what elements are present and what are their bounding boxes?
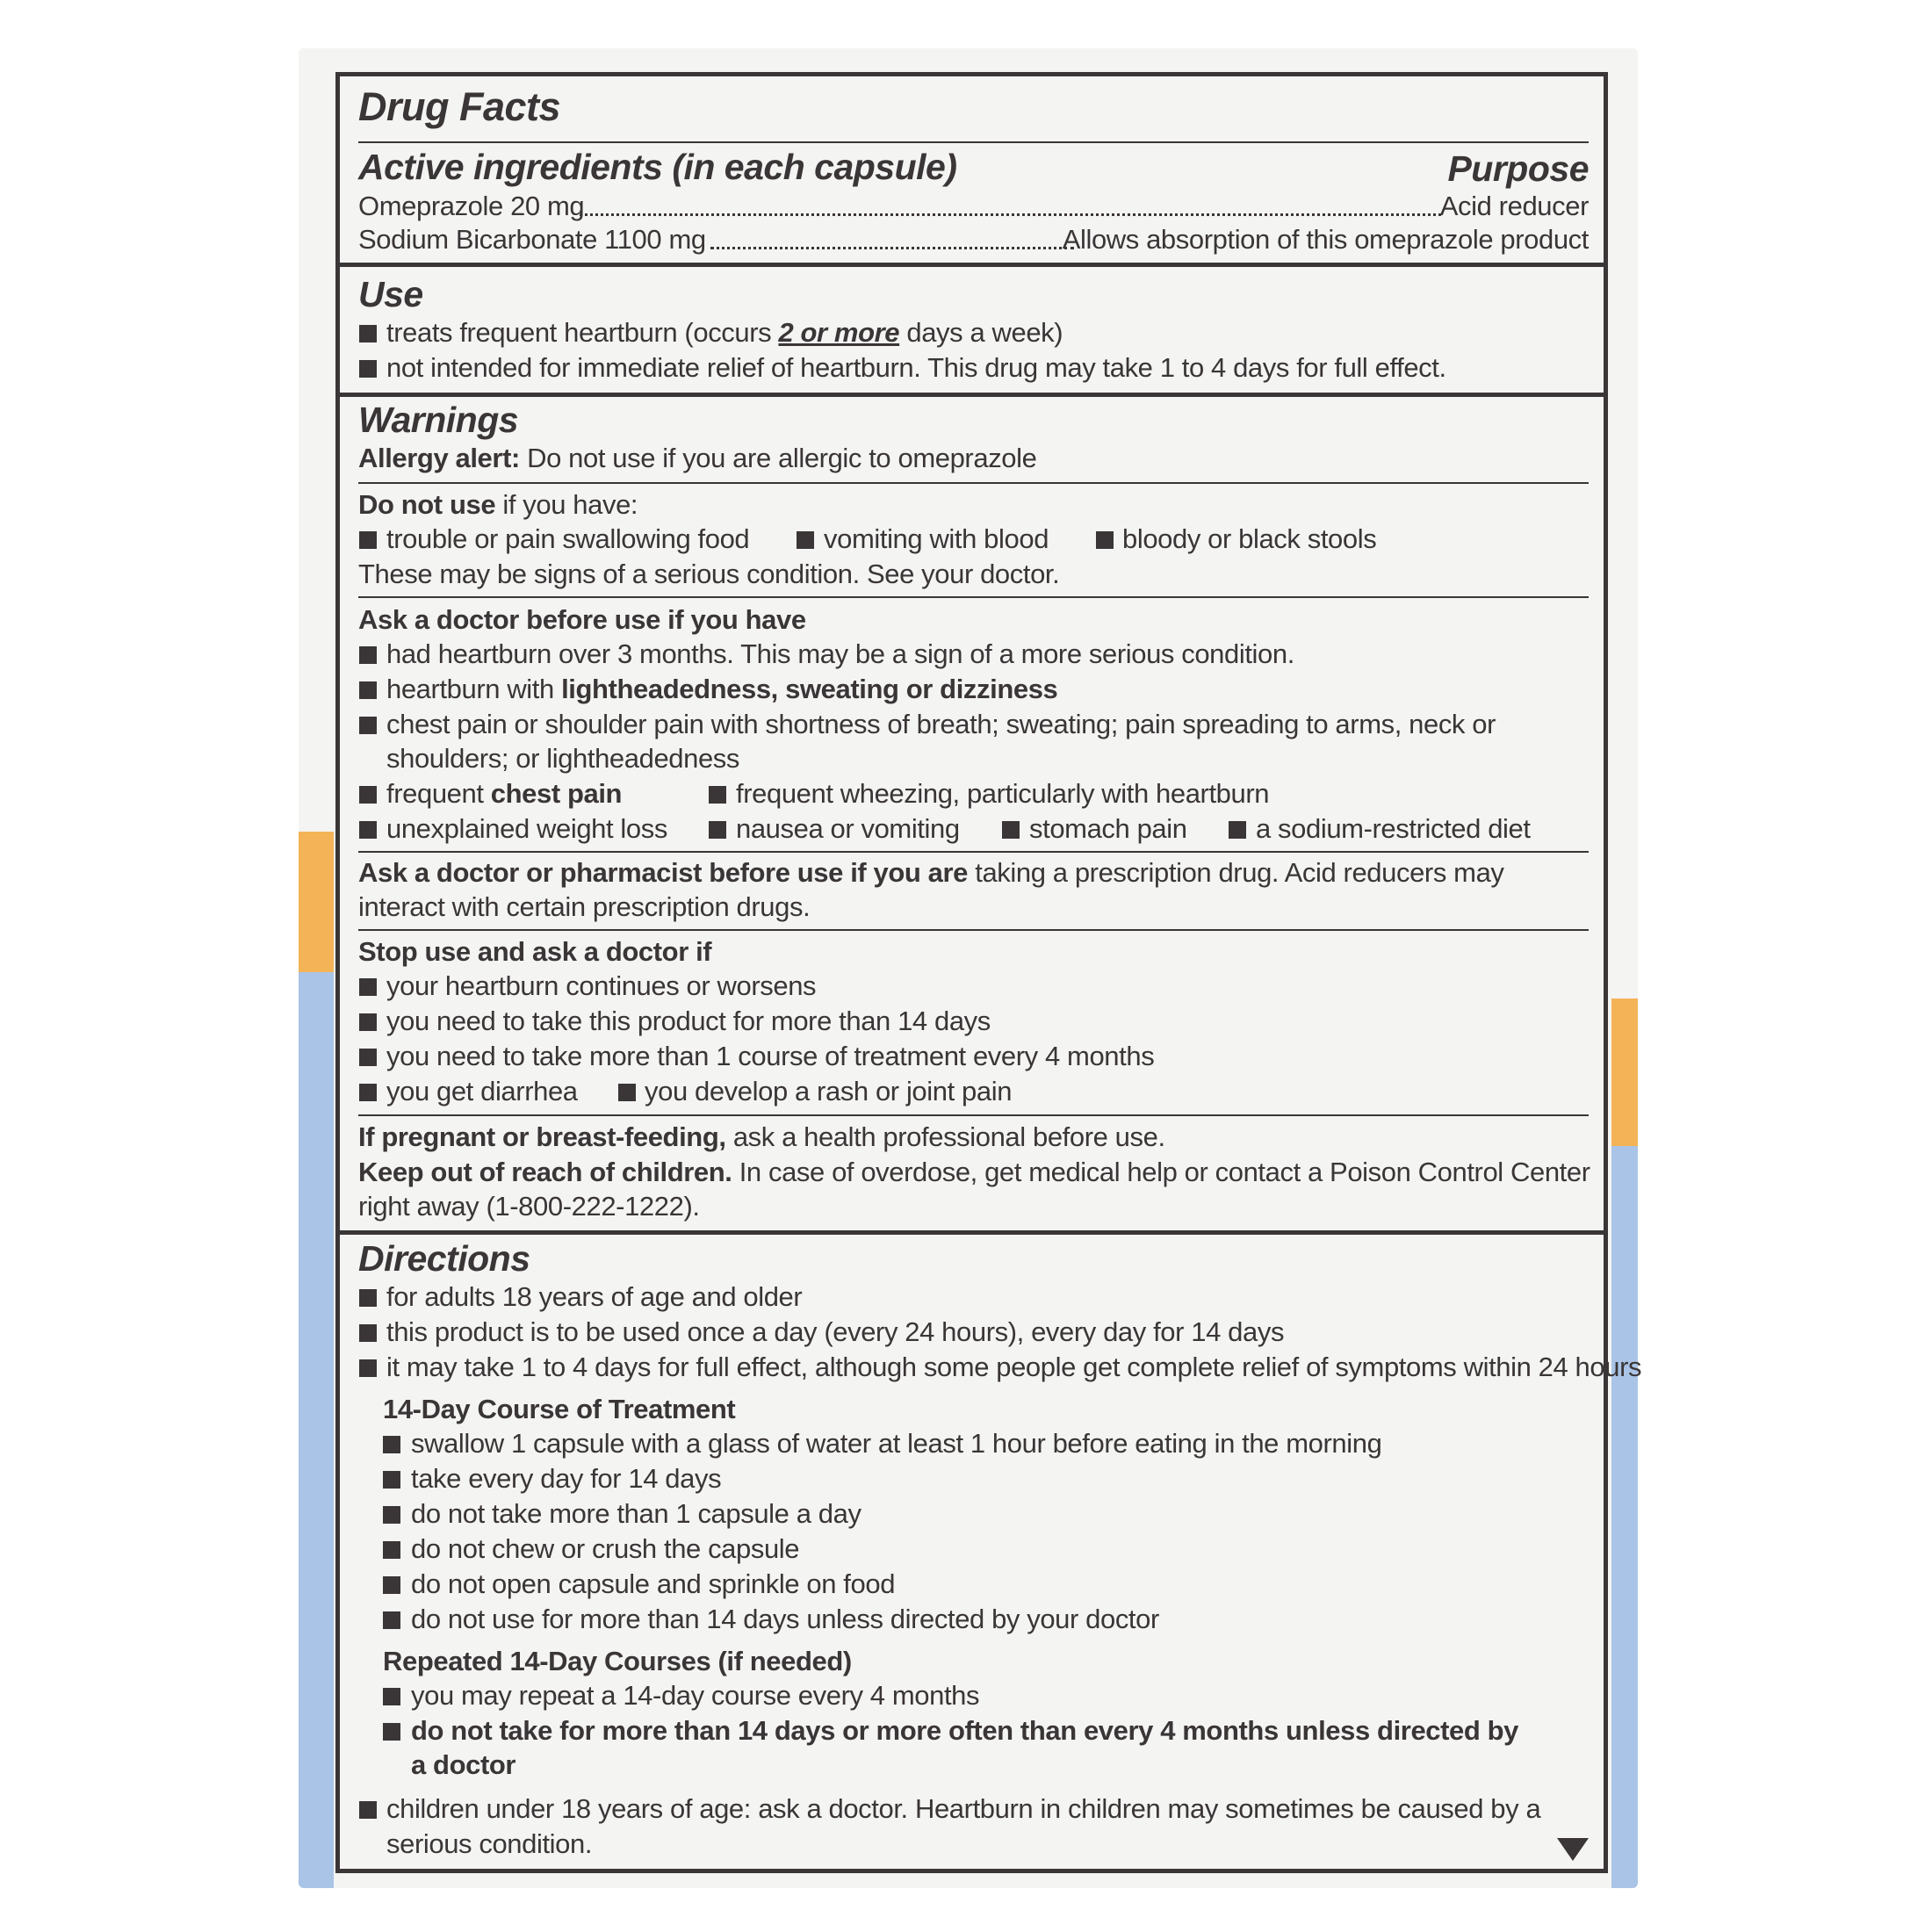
- bullet-icon: [359, 531, 377, 549]
- bullet-icon: [359, 360, 377, 378]
- bullet-icon: [359, 1049, 377, 1066]
- ask-doctor-item: stomach pain: [1029, 813, 1187, 844]
- keep-out-text: In case of overdose, get medical help or contact a Poison Control Center: [732, 1157, 1590, 1187]
- course-item: do not chew or crush the capsule: [411, 1533, 800, 1564]
- stop-use-item: you need to take more than 1 course of treatment every 4 months: [386, 1041, 1155, 1071]
- do-not-use: [358, 488, 638, 522]
- keep-out-continued: right away (1-800-222-1222).: [358, 1191, 700, 1222]
- do-not-use-item: vomiting with blood: [824, 523, 1049, 554]
- warnings-heading: Warnings: [358, 400, 519, 440]
- bullet-icon: [359, 1084, 377, 1101]
- warnings-divider: [358, 482, 1589, 484]
- use-item: [386, 316, 1063, 350]
- bullet-icon: [359, 1289, 377, 1307]
- ask-doctor-item-continued: shoulders; or lightheadedness: [386, 743, 740, 774]
- bullet-icon: [359, 646, 377, 664]
- course-item: do not open capsule and sprinkle on food: [411, 1568, 896, 1599]
- ask-pharmacist-continued: interact with certain prescription drugs.: [358, 891, 811, 922]
- ask-doctor-item: [386, 673, 1057, 706]
- blue-stripe-left: [299, 972, 334, 1888]
- bullet-icon: [359, 821, 377, 839]
- bullet-icon: [383, 1436, 400, 1453]
- bullet-icon: [709, 821, 726, 839]
- ask-doctor-item: unexplained weight loss: [386, 813, 667, 844]
- blue-stripe-right: [1611, 1146, 1638, 1888]
- stop-use-heading: Stop use and ask a doctor if: [358, 936, 712, 967]
- bullet-icon: [1002, 821, 1020, 839]
- stop-use-item: you develop a rash or joint pain: [645, 1076, 1013, 1107]
- ask-doctor-item: a sodium-restricted diet: [1256, 813, 1531, 844]
- ask-doctor-item: nausea or vomiting: [736, 813, 960, 844]
- do-not-use-item: bloody or black stools: [1122, 523, 1377, 554]
- bullet-icon: [797, 531, 814, 549]
- orange-stripe-left: [299, 832, 334, 972]
- pregnancy-bold: If pregnant or breast-feeding,: [358, 1121, 726, 1152]
- repeat-heading: Repeated 14-Day Courses (if needed): [383, 1646, 852, 1676]
- do-not-use-note: These may be signs of a serious condition. See your doctor.: [358, 559, 1060, 589]
- ask-pharmacist-text: taking a prescription drug. Acid reducers may: [968, 857, 1504, 888]
- ask-pharmacist-bold: Ask a doctor or pharmacist before use if you are: [358, 857, 969, 888]
- use-item: not intended for immediate relief of heartburn. This drug may take 1 to 4 days for full effect.: [386, 352, 1446, 383]
- use-item-emphasis: 2 or more: [778, 317, 900, 348]
- dot-leader: [710, 247, 1074, 249]
- warnings-divider: [358, 929, 1589, 931]
- bullet-icon: [359, 717, 377, 734]
- do-not-use-label: Do not use: [358, 489, 496, 520]
- pregnancy-warning: [358, 1121, 1165, 1154]
- course-item: do not take more than 1 capsule a day: [411, 1498, 861, 1529]
- warnings-divider: [358, 596, 1589, 598]
- warnings-section-border: [340, 393, 1604, 397]
- bullet-icon: [359, 1324, 377, 1342]
- repeat-item: do not take for more than 14 days or more often than every 4 months unless directed by: [411, 1715, 1519, 1746]
- bullet-icon: [359, 786, 377, 804]
- keep-out-bold: Keep out of reach of children.: [358, 1157, 732, 1187]
- ask-doctor-bold: lightheadedness, sweating or dizziness: [561, 674, 1058, 704]
- repeat-item-continued: a doctor: [411, 1749, 516, 1780]
- bullet-icon: [1096, 531, 1114, 549]
- warnings-divider: [358, 851, 1589, 853]
- keep-out-of-reach: [358, 1156, 1590, 1189]
- warnings-divider: [358, 1114, 1589, 1116]
- ingredient-name: Sodium Bicarbonate 1100 mg: [358, 224, 706, 255]
- allergy-alert: [358, 442, 1036, 475]
- ingredient-name: Omeprazole 20 mg: [358, 191, 585, 221]
- use-item-text: days a week): [899, 317, 1063, 348]
- bullet-icon: [359, 325, 377, 342]
- do-not-use-text: if you have:: [495, 489, 638, 520]
- bullet-icon: [359, 1801, 377, 1819]
- ask-doctor-bold: chest pain: [490, 778, 623, 809]
- bullet-icon: [383, 1471, 400, 1489]
- bullet-icon: [383, 1576, 400, 1594]
- directions-item: it may take 1 to 4 days for full effect, although some people get complete relief of symptoms within 24 hours: [386, 1352, 1642, 1382]
- repeat-item: you may repeat a 14-day course every 4 months: [411, 1680, 980, 1711]
- ask-doctor-text: heartburn with: [386, 674, 562, 704]
- bullet-icon: [359, 1359, 377, 1377]
- bullet-icon: [383, 1541, 400, 1559]
- use-item-text: treats frequent heartburn (occurs: [386, 317, 779, 348]
- bullet-icon: [709, 786, 726, 804]
- stop-use-item: you need to take this product for more than 14 days: [386, 1006, 991, 1036]
- pregnancy-text: ask a health professional before use.: [725, 1121, 1165, 1152]
- ingredient-purpose: Acid reducer: [1439, 191, 1589, 221]
- directions-heading: Directions: [358, 1238, 530, 1279]
- bullet-icon: [383, 1506, 400, 1524]
- directions-item: this product is to be used once a day (every 24 hours), every day for 14 days: [386, 1316, 1285, 1347]
- ask-doctor-heading: Ask a doctor before use if you have: [358, 604, 806, 635]
- course-item: take every day for 14 days: [411, 1463, 722, 1494]
- do-not-use-item: trouble or pain swallowing food: [386, 523, 750, 554]
- directions-item: for adults 18 years of age and older: [386, 1281, 803, 1312]
- bullet-icon: [359, 681, 377, 699]
- active-ingredients-heading: Active ingredients (in each capsule): [358, 147, 957, 187]
- dot-leader: [580, 213, 1441, 216]
- course-heading: 14-Day Course of Treatment: [383, 1394, 736, 1424]
- course-item: swallow 1 capsule with a glass of water at least 1 hour before eating in the morning: [411, 1428, 1382, 1459]
- drug-facts-panel: [335, 72, 1642, 1873]
- ask-doctor-item: frequent wheezing, particularly with heartburn: [736, 778, 1270, 809]
- directions-item-continued: serious condition.: [386, 1828, 593, 1859]
- directions-section-border: [340, 1230, 1604, 1235]
- bullet-icon: [359, 978, 377, 996]
- bullet-icon: [383, 1723, 400, 1741]
- use-heading: Use: [358, 274, 423, 314]
- use-section-border: [340, 263, 1604, 267]
- bullet-icon: [618, 1084, 636, 1101]
- bullet-icon: [359, 1013, 377, 1031]
- stop-use-item: you get diarrhea: [386, 1076, 578, 1107]
- continue-arrow-icon: [1557, 1838, 1589, 1861]
- course-item: do not use for more than 14 days unless directed by your doctor: [411, 1604, 1159, 1634]
- drug-facts-title: Drug Facts: [358, 84, 561, 129]
- purpose-heading: Purpose: [1447, 148, 1589, 189]
- ask-doctor-item: had heartburn over 3 months. This may be a sign of a more serious condition.: [386, 638, 1294, 669]
- ask-doctor-text: frequent: [386, 778, 491, 809]
- ask-doctor-item: chest pain or shoulder pain with shortness of breath; sweating; pain spreading to arms, neck or: [386, 709, 1496, 739]
- bullet-icon: [383, 1611, 400, 1629]
- ingredient-purpose: Allows absorption of this omeprazole product: [1062, 224, 1589, 255]
- orange-stripe-right: [1611, 998, 1638, 1146]
- allergy-text: Do not use if you are allergic to omeprazole: [519, 443, 1037, 473]
- bullet-icon: [383, 1688, 400, 1705]
- stop-use-item: your heartburn continues or worsens: [386, 970, 817, 1001]
- title-divider: [358, 141, 1589, 143]
- bullet-icon: [1229, 821, 1246, 839]
- allergy-label: Allergy alert:: [358, 443, 520, 473]
- directions-item: children under 18 years of age: ask a doctor. Heartburn in children may sometimes be caused by a: [386, 1793, 1541, 1824]
- ask-pharmacist: [358, 856, 1504, 890]
- ask-doctor-item: [386, 777, 622, 811]
